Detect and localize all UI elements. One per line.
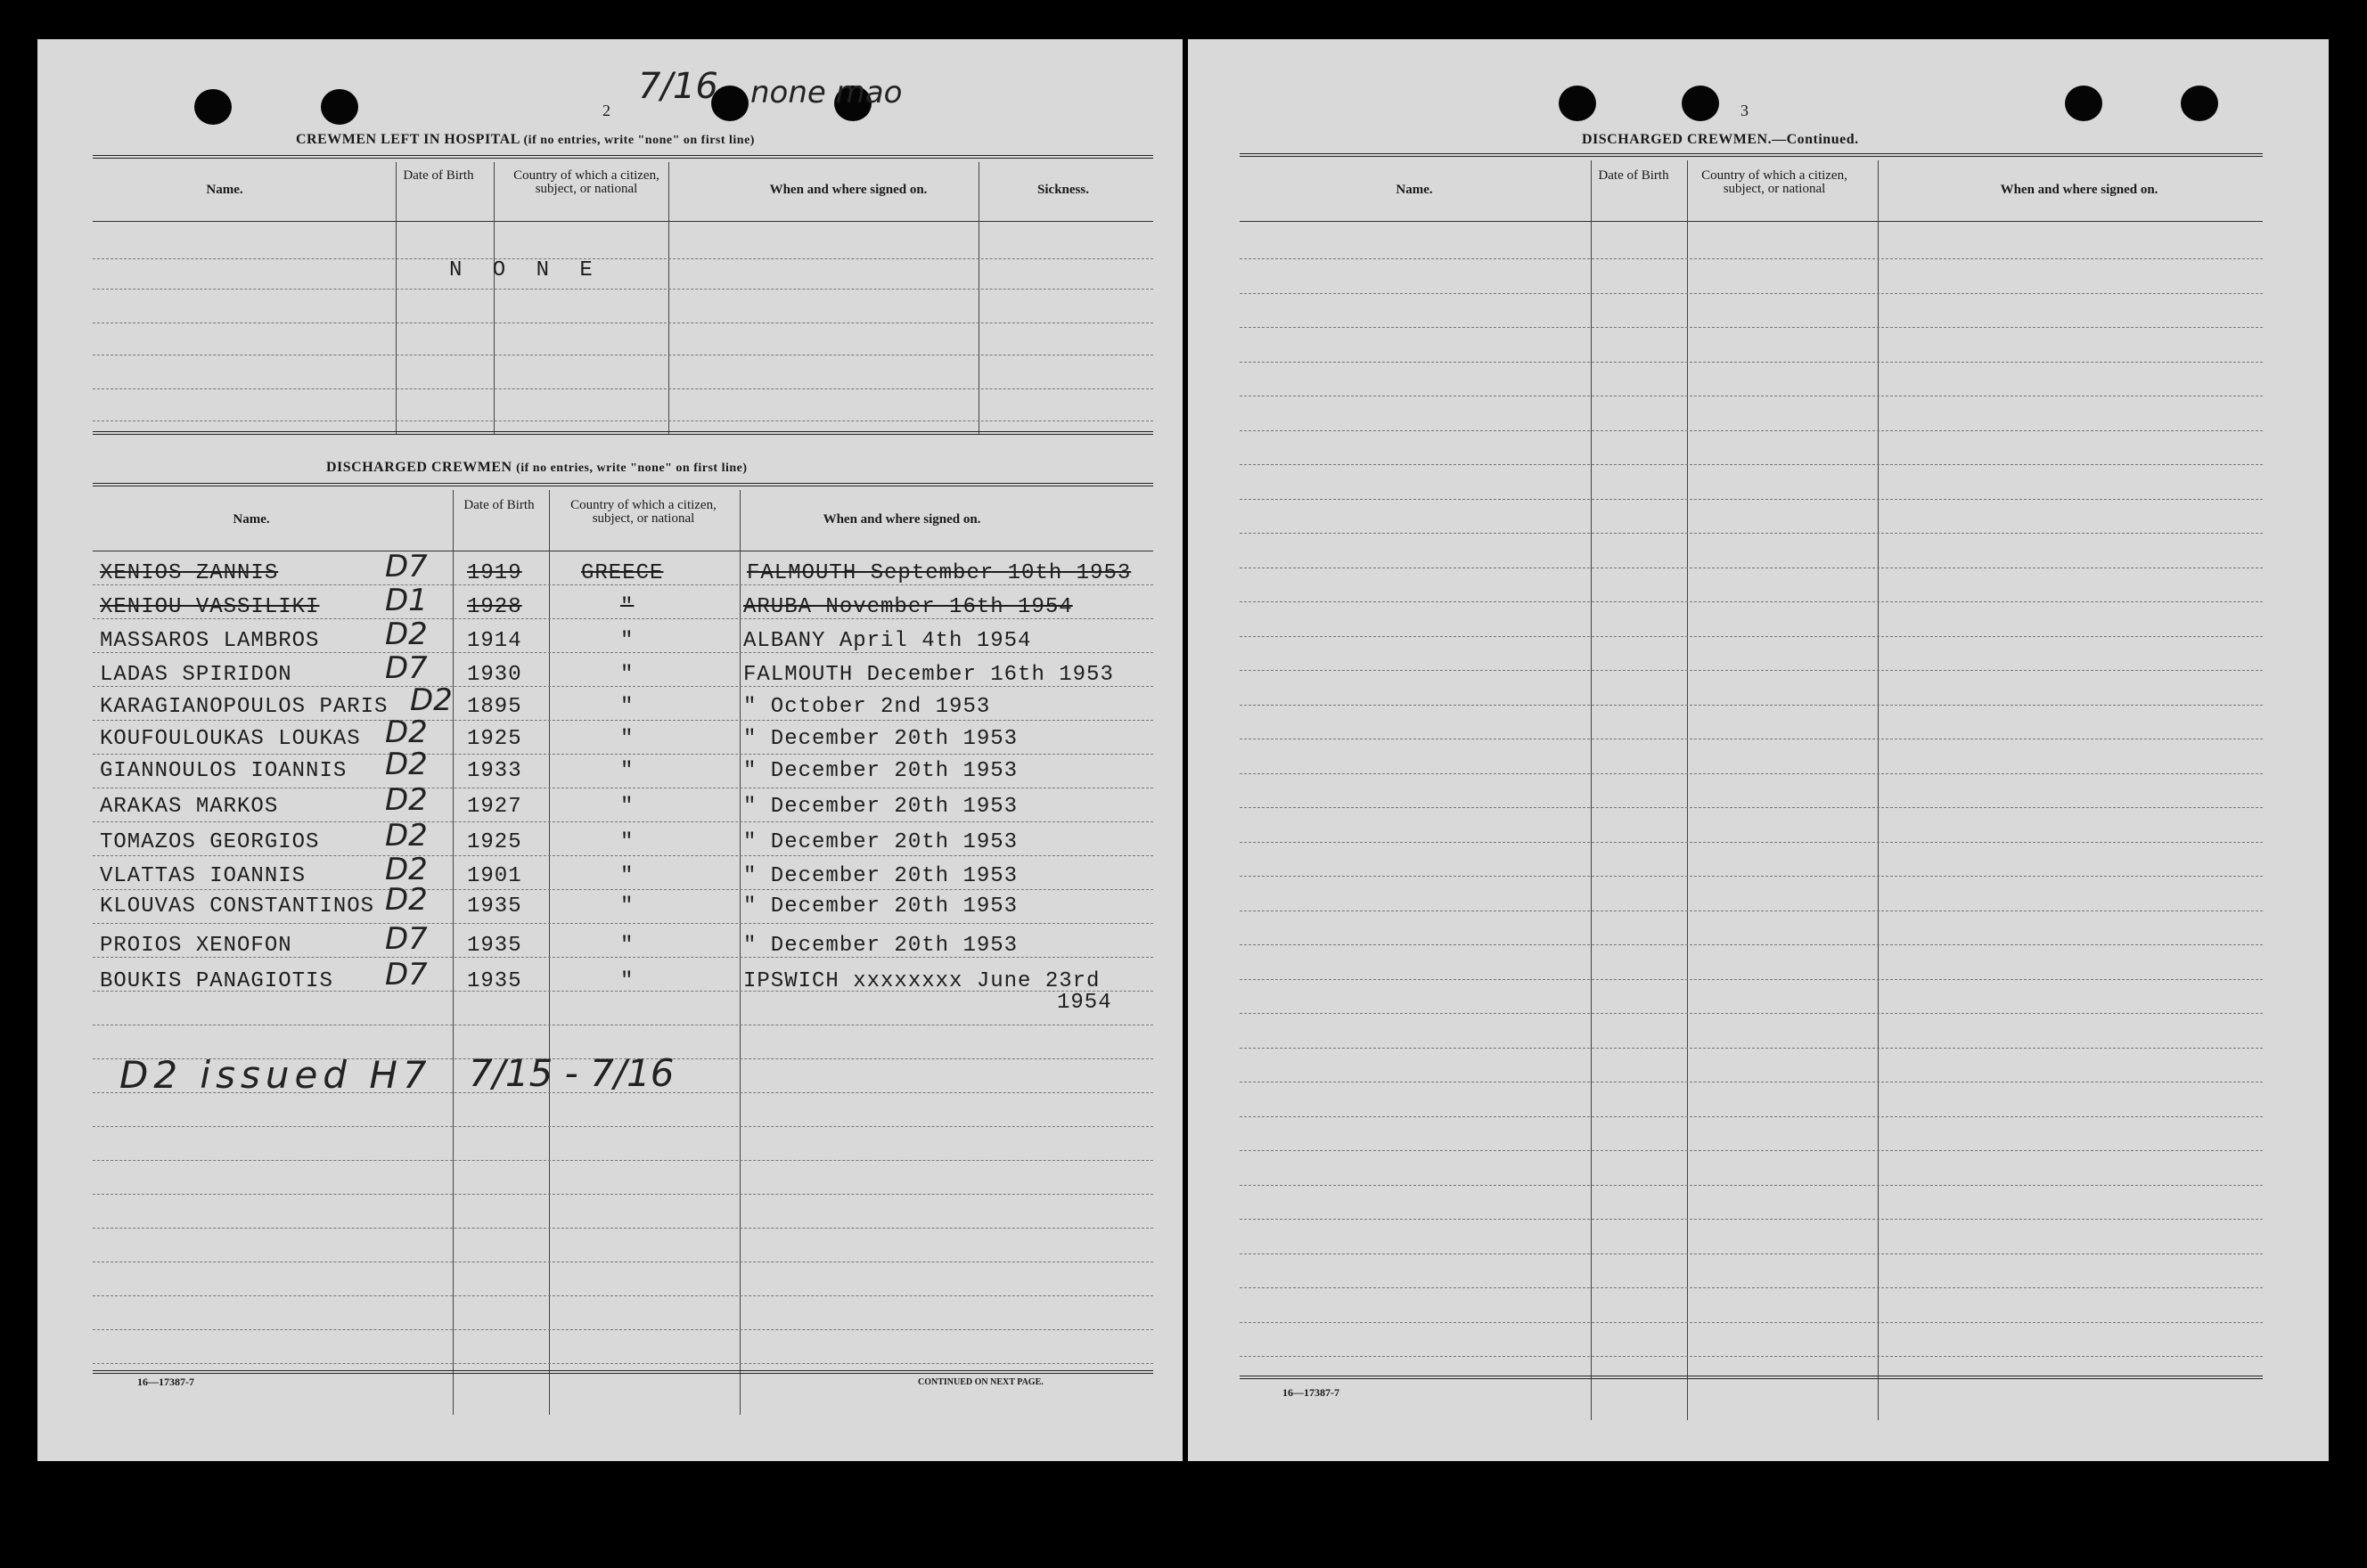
col-signed-header: When and where signed on. <box>769 183 928 197</box>
signed-on: " December 20th 1953 <box>743 759 1019 783</box>
crew-name: ARAKAS MARKOS <box>100 795 279 819</box>
birth-year: 1925 <box>467 727 522 751</box>
discharge-mark: D2 <box>385 617 428 652</box>
col-divider <box>1591 160 1592 1420</box>
country: " <box>620 629 635 653</box>
crew-name: VLATTAS IOANNIS <box>100 864 307 888</box>
discharge-mark: D7 <box>385 549 428 584</box>
crew-name: KARAGIANOPOULOS PARIS <box>100 695 389 719</box>
dotted-line <box>1240 1185 2263 1186</box>
col-divider <box>549 490 550 1415</box>
crew-name: XENIOS ZANNIS <box>100 561 279 585</box>
continued-note: CONTINUED ON NEXT PAGE. <box>918 1377 1044 1387</box>
dotted-line <box>1240 979 2263 980</box>
handwritten-dates: 7/15 - 7/16 <box>469 1051 675 1095</box>
dotted-line <box>1240 1150 2263 1151</box>
dotted-line <box>93 1228 1153 1229</box>
row-continuation: 1954 <box>1057 991 1112 1015</box>
dotted-line <box>1240 430 2263 431</box>
left-page <box>37 39 1183 1461</box>
col-birth-header: Date of Birth <box>403 168 474 183</box>
dotted-line <box>1240 1048 2263 1049</box>
handwritten-note: D2 issued H7 <box>119 1053 432 1097</box>
country: " <box>620 695 635 719</box>
dotted-line <box>1240 533 2263 534</box>
dotted-line <box>1240 1356 2263 1357</box>
discharge-mark: D2 <box>385 882 428 918</box>
birth-year: 1928 <box>467 595 522 619</box>
signed-on: " December 20th 1953 <box>743 795 1019 819</box>
country: " <box>620 934 635 958</box>
dotted-line <box>1240 1287 2263 1288</box>
punch-hole <box>2181 86 2218 121</box>
dotted-line <box>93 855 1153 856</box>
birth-year: 1933 <box>467 759 522 783</box>
punch-hole <box>194 89 232 125</box>
col-name-header: Name. <box>206 183 243 197</box>
birth-year: 1927 <box>467 795 522 819</box>
dotted-line <box>93 1126 1153 1127</box>
dotted-line <box>1240 1013 2263 1014</box>
crew-name: BOUKIS PANAGIOTIS <box>100 969 333 993</box>
signed-on: ALBANY April 4th 1954 <box>743 629 1032 653</box>
dotted-line <box>1240 464 2263 465</box>
crew-name: KLOUVAS CONSTANTINOS <box>100 894 375 919</box>
dotted-line <box>93 754 1153 755</box>
dotted-line <box>93 1160 1153 1161</box>
dotted-line <box>1240 807 2263 808</box>
dotted-line <box>1240 1322 2263 1323</box>
col-signed-header: When and where signed on. <box>823 512 981 527</box>
dotted-line <box>93 1363 1153 1364</box>
dotted-line <box>93 1194 1153 1195</box>
discharge-mark: D2 <box>385 852 428 887</box>
country: " <box>620 894 635 919</box>
dotted-line <box>1240 705 2263 706</box>
country: GREECE <box>581 561 664 585</box>
country: " <box>620 795 635 819</box>
signed-on: FALMOUTH December 16th 1953 <box>743 663 1114 687</box>
discharge-mark: D2 <box>385 818 428 853</box>
col-name-header: Name. <box>233 512 270 527</box>
signed-on: " December 20th 1953 <box>743 934 1019 958</box>
birth-year: 1935 <box>467 969 522 993</box>
birth-year: 1935 <box>467 934 522 958</box>
col-country-header: Country of which a citizen, subject, or national <box>513 168 659 196</box>
country: " <box>620 864 635 888</box>
crew-name: GIANNOULOS IOANNIS <box>100 759 348 783</box>
birth-year: 1895 <box>467 695 522 719</box>
discharge-mark: D7 <box>385 957 428 992</box>
signed-on: " December 20th 1953 <box>743 864 1019 888</box>
dotted-line <box>93 289 1153 290</box>
birth-year: 1901 <box>467 864 522 888</box>
form-number: 16—17387-7 <box>137 1376 194 1388</box>
dotted-line <box>1240 1116 2263 1117</box>
crew-name: MASSAROS LAMBROS <box>100 629 320 653</box>
discharged-section-title: DISCHARGED CREWMEN (if no entries, write "none" on first line) <box>326 460 748 475</box>
dotted-line <box>1240 670 2263 671</box>
col-country-header: Country of which a citizen, subject, or national <box>1701 168 1847 196</box>
table-top-rule <box>1240 153 2263 157</box>
signed-on: " December 20th 1953 <box>743 830 1019 854</box>
section-title: DISCHARGED CREWMEN.—Continued. <box>1582 132 1859 147</box>
crew-name: TOMAZOS GEORGIOS <box>100 830 320 854</box>
discharge-mark: D7 <box>385 921 428 957</box>
col-divider <box>1878 160 1879 1420</box>
dotted-line <box>1240 1219 2263 1220</box>
col-divider <box>494 162 495 435</box>
right-page <box>1188 39 2329 1461</box>
punch-hole <box>1682 86 1719 121</box>
punch-hole <box>321 89 358 125</box>
header-rule <box>93 221 1153 222</box>
discharge-mark: D2 <box>410 682 453 718</box>
dotted-line <box>1240 601 2263 602</box>
discharge-mark: D2 <box>385 747 428 782</box>
col-divider <box>740 490 741 1415</box>
table-bottom-rule <box>93 1370 1153 1374</box>
discharge-mark: D2 <box>385 782 428 818</box>
dotted-line <box>1240 842 2263 843</box>
punch-hole <box>2065 86 2102 121</box>
dotted-line <box>93 388 1153 389</box>
birth-year: 1925 <box>467 830 522 854</box>
birth-year: 1935 <box>467 894 522 919</box>
country: " <box>620 830 635 854</box>
dotted-line <box>93 258 1153 259</box>
signed-on: FALMOUTH September 10th 1953 <box>747 561 1132 585</box>
col-divider <box>1687 160 1688 1420</box>
col-sickness-header: Sickness. <box>1037 183 1089 197</box>
country: " <box>620 663 635 687</box>
dotted-line <box>93 889 1153 890</box>
col-divider <box>396 162 397 435</box>
page-number: 3 <box>1740 102 1749 119</box>
punch-hole <box>1559 86 1596 121</box>
form-number: 16—17387-7 <box>1282 1386 1339 1399</box>
birth-year: 1919 <box>467 561 522 585</box>
crew-name: XENIOU VASSILIKI <box>100 595 320 619</box>
table-top-rule <box>93 483 1153 486</box>
table-bottom-rule <box>93 431 1153 435</box>
col-name-header: Name. <box>1396 183 1433 197</box>
birth-year: 1930 <box>467 663 522 687</box>
hospital-none-entry: N O N E <box>449 258 602 282</box>
signed-on: IPSWICH xxxxxxxx June 23rd <box>743 969 1101 993</box>
birth-year: 1914 <box>467 629 522 653</box>
discharge-mark: D7 <box>385 650 428 686</box>
discharge-mark: D1 <box>385 583 428 618</box>
dotted-line <box>1240 773 2263 774</box>
col-birth-header: Date of Birth <box>1598 168 1669 183</box>
dotted-line <box>1240 362 2263 363</box>
header-rule <box>1240 221 2263 222</box>
country: " <box>620 969 635 993</box>
table-bottom-rule <box>1240 1376 2263 1379</box>
col-birth-header: Date of Birth <box>463 498 535 512</box>
signed-on: " October 2nd 1953 <box>743 695 991 719</box>
col-signed-header: When and where signed on. <box>2000 183 2158 197</box>
dotted-line <box>1240 944 2263 945</box>
dotted-line <box>1240 636 2263 637</box>
dotted-line <box>1240 293 2263 294</box>
dotted-line <box>1240 876 2263 877</box>
signed-on: ARUBA November 16th 1954 <box>743 595 1073 619</box>
dotted-line <box>93 1329 1153 1330</box>
signed-on: " December 20th 1953 <box>743 894 1019 919</box>
col-country-header: Country of which a citizen, subject, or national <box>570 498 717 526</box>
country: " <box>620 595 635 619</box>
handwritten-date: 7/16 <box>638 66 718 107</box>
handwritten-word: none mao <box>750 75 903 110</box>
crew-name: KOUFOULOUKAS LOUKAS <box>100 727 361 751</box>
dotted-line <box>93 720 1153 721</box>
dotted-line <box>1240 327 2263 328</box>
dotted-line <box>1240 258 2263 259</box>
table-top-rule <box>93 155 1153 159</box>
col-divider <box>453 490 454 1415</box>
signed-on: " December 20th 1953 <box>743 727 1019 751</box>
country: " <box>620 727 635 751</box>
dotted-line <box>1240 499 2263 500</box>
col-divider <box>668 162 669 435</box>
page-number: 2 <box>602 102 610 119</box>
dotted-line <box>93 821 1153 822</box>
crew-name: LADAS SPIRIDON <box>100 663 292 687</box>
dotted-line <box>93 1295 1153 1296</box>
dotted-line <box>93 923 1153 924</box>
crew-name: PROIOS XENOFON <box>100 934 292 958</box>
hospital-section-title: CREWMEN LEFT IN HOSPITAL (if no entries, write "none" on first line) <box>296 132 755 147</box>
discharge-mark: D2 <box>385 715 428 750</box>
country: " <box>620 759 635 783</box>
